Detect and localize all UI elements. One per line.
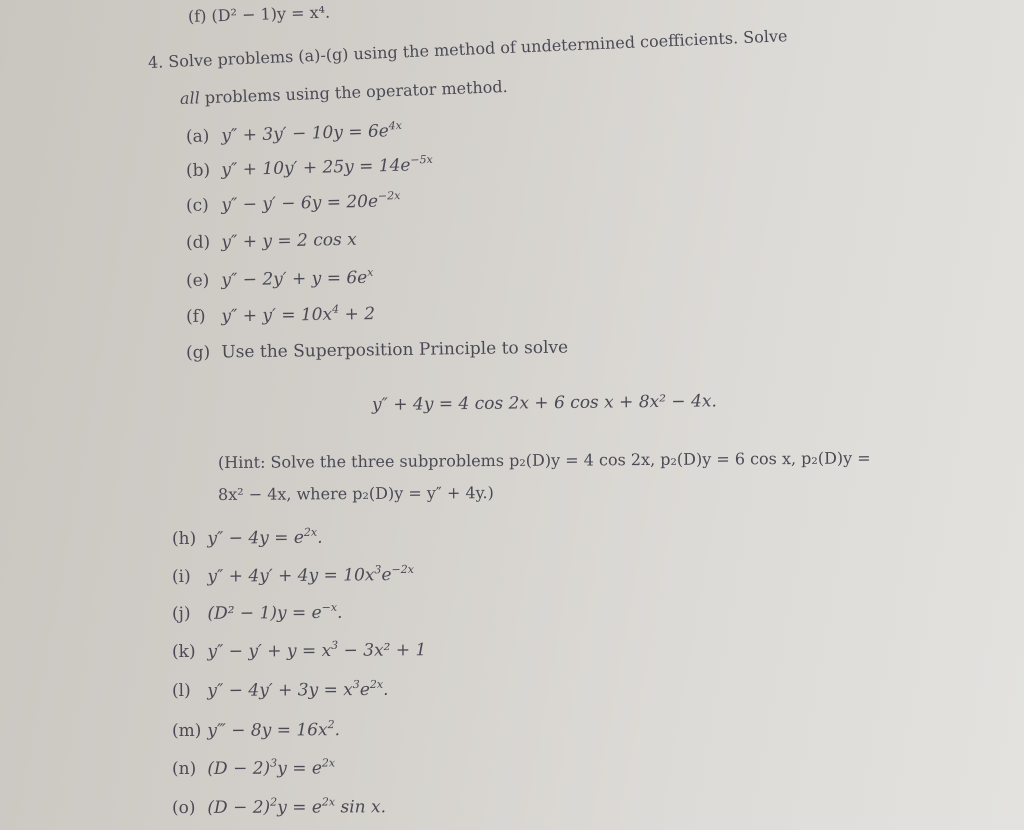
- list-item: [172, 796, 386, 819]
- item-equation: (D² − 1)y = e: [207, 602, 322, 624]
- item-equation: y″ − 4y = e: [207, 527, 305, 549]
- item-exponent: −x: [321, 600, 338, 614]
- item-equation: y″ + 10y′ + 25y = 14e: [221, 155, 411, 181]
- problem-4-intro-line2: [180, 76, 509, 110]
- list-item: [186, 190, 401, 217]
- item-equation: y″ + 3y′ − 10y = 6e: [221, 121, 390, 147]
- problem-4-intro-line1: [148, 25, 788, 74]
- item-label: (i): [171, 566, 191, 587]
- item-exponent: 3: [374, 563, 382, 577]
- intro-text-rest: problems using the operator method.: [204, 76, 509, 108]
- item-exponent: 3: [352, 678, 360, 692]
- item-equation-tail-2: sin x.: [335, 797, 387, 818]
- item-exponent: 2: [270, 795, 278, 809]
- item-equation-tail: y = e: [277, 797, 322, 818]
- problem-3f-partial: (f) (D² − 1)y = x⁴.: [187, 2, 331, 26]
- intro-text-b: Solve: [742, 26, 788, 48]
- item-equation-tail: + 2: [338, 304, 376, 325]
- item-exponent: −2x: [377, 189, 401, 203]
- item-exponent-2: 2x: [369, 677, 384, 691]
- item-equation: y″ − 2y′ + y = 6e: [221, 267, 368, 291]
- superposition-equation: y″ + 4y = 4 cos 2x + 6 cos x + 8x² − 4x.: [371, 391, 717, 415]
- item-exponent: 3: [270, 756, 278, 770]
- item-label: (l): [171, 680, 191, 701]
- item-exponent: 4: [331, 302, 340, 316]
- item-label: (b): [185, 160, 211, 181]
- item-equation-tail: .: [334, 720, 341, 741]
- list-item: [172, 757, 335, 780]
- hint-line2: 8x² − 4x, where p₂(D)y = y″ + 4y.): [217, 483, 494, 504]
- item-exponent: 3: [331, 638, 339, 652]
- item-equation-tail-2: .: [383, 679, 389, 700]
- hint-line1: (Hint: Solve the three subproblems p₂(D)y = 4 cos 2x, p₂(D)y = 6 cos x, p₂(D)y =: [217, 448, 871, 472]
- item-equation: y″ − y′ − 6y = 20e: [221, 191, 379, 216]
- item-equation: y″ + y = 2 cos x: [221, 229, 357, 253]
- list-item: [172, 639, 426, 663]
- item-equation: y″ − 4y′ + 3y = x: [207, 680, 353, 701]
- list-item: [186, 337, 568, 364]
- list-item: [172, 564, 414, 588]
- item-exponent: 4x: [388, 118, 403, 133]
- item-equation-tail: y = e: [277, 758, 322, 779]
- list-item: [186, 154, 433, 182]
- item-label: (d): [185, 232, 211, 253]
- item-label: (c): [185, 195, 210, 216]
- item-label: (h): [171, 528, 197, 549]
- item-equation: y‴ − 8y = 16x: [207, 720, 328, 741]
- list-item: [186, 267, 374, 292]
- item-exponent: x: [367, 265, 374, 279]
- item-label: (f): [185, 306, 206, 327]
- item-label: (k): [171, 641, 196, 662]
- list-item: [172, 527, 323, 550]
- list-item: [186, 303, 375, 328]
- intro-italic-all: all: [179, 88, 201, 108]
- item-exponent-2: 2x: [321, 756, 336, 770]
- item-exponent: −5x: [410, 152, 433, 167]
- item-exponent: 2: [327, 718, 335, 732]
- item-exponent: 2x: [303, 525, 318, 539]
- item-equation: y″ − y′ + y = x: [207, 640, 332, 662]
- list-item: [186, 120, 403, 148]
- problem-number: 4.: [147, 52, 164, 72]
- item-exponent-2: −2x: [391, 562, 414, 577]
- item-label: (j): [171, 603, 191, 624]
- item-equation-tail: − 3x² + 1: [338, 640, 427, 661]
- item-exponent-2: 2x: [321, 795, 336, 809]
- item-label: (n): [171, 758, 197, 779]
- item-label: (m): [171, 720, 202, 741]
- list-item: [172, 679, 389, 702]
- item-equation: (D − 2): [207, 797, 271, 818]
- item-label: (e): [185, 270, 210, 291]
- list-item: [172, 719, 340, 742]
- item-equation-tail: .: [337, 602, 343, 623]
- item-equation: y″ + y′ = 10x: [221, 304, 333, 327]
- item-label: (g): [185, 342, 211, 363]
- item-equation-tail: .: [317, 527, 323, 548]
- item-equation-tail: e: [359, 679, 370, 701]
- item-label: (o): [171, 797, 196, 818]
- item-equation: y″ + 4y′ + 4y = 10x: [207, 565, 375, 587]
- item-label: (a): [185, 126, 210, 147]
- intro-text-a: Solve problems (a)-(g) using the method of undetermined coefficients.: [167, 28, 739, 72]
- list-item: [186, 229, 357, 254]
- item-equation: (D − 2): [207, 758, 271, 779]
- item-text: Use the Superposition Principle to solve: [221, 337, 569, 363]
- list-item: [172, 602, 343, 625]
- item-equation-tail: e: [381, 565, 392, 586]
